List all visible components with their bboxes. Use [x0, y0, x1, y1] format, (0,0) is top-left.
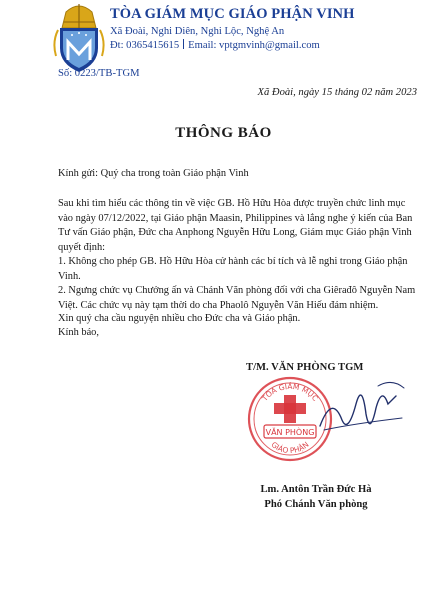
paragraph-decision-2: 2. Ngưng chức vụ Chưởng ấn và Chánh Văn phòng đối với cha Giêrađô Nguyễn Nam Việt. Các chức vụ này tạm thời do cha Phaolô Nguyễn Văn Hiếu đảm nhiệm. [58, 285, 416, 311]
greeting: Kính gửi: Quý cha trong toàn Giáo phận Vinh [58, 168, 249, 179]
seal-top-text: TÒA GIÁM MỤC [260, 381, 320, 403]
paragraph-decision-1: 1. Không cho phép GB. Hồ Hữu Hòa cử hành các bí tích và lễ nghi trong Giáo phận Vinh. [58, 256, 408, 282]
org-name: TÒA GIÁM MỤC GIÁO PHẬN VINH [110, 6, 355, 22]
on-behalf-line: T/M. VĂN PHÒNG TGM [246, 362, 364, 373]
email-address: Email: vptgmvinh@gmail.com [188, 40, 320, 51]
separator [183, 39, 184, 49]
date-line: Xã Đoài, ngày 15 tháng 02 năm 2023 [257, 87, 417, 98]
signer-role: Phó Chánh Văn phòng [264, 499, 368, 510]
signer-name: Lm. Antôn Trần Đức Hà [260, 484, 372, 495]
org-address: Xã Đoài, Nghi Diên, Nghi Lộc, Nghệ An [110, 26, 285, 37]
svg-text:GIÁO PHẬN [269, 440, 310, 455]
seal-bottom-text: GIÁO PHẬN [269, 439, 311, 456]
handwritten-signature [312, 374, 412, 444]
paragraph-prayer: Xin quý cha cầu nguyện nhiều cho Đức cha và Giáo phận. [58, 313, 301, 324]
closing: Kính báo, [58, 327, 99, 338]
document-title: THÔNG BÁO [175, 125, 272, 141]
org-contact [110, 39, 320, 51]
seal-middle-text: VĂN PHÒNG [265, 428, 315, 437]
diocese-logo [52, 2, 106, 74]
phone-number: Đt: 0365415615 [110, 40, 180, 51]
reference-number: Số: 0223/TB-TGM [58, 68, 140, 79]
paragraph-intro: Sau khi tìm hiểu các thông tin về việc GB. Hồ Hữu Hòa được truyền chức linh mục vào ngày 07/12/2022, tại Giáo phận Maasin, Philippines và lắng nghe ý kiến của Ban Tư vấn Giáo phận, Đức cha Anphong Nguyễn Hữu Long, Giám mục Giáo phận Vinh quyết định: [58, 198, 413, 253]
